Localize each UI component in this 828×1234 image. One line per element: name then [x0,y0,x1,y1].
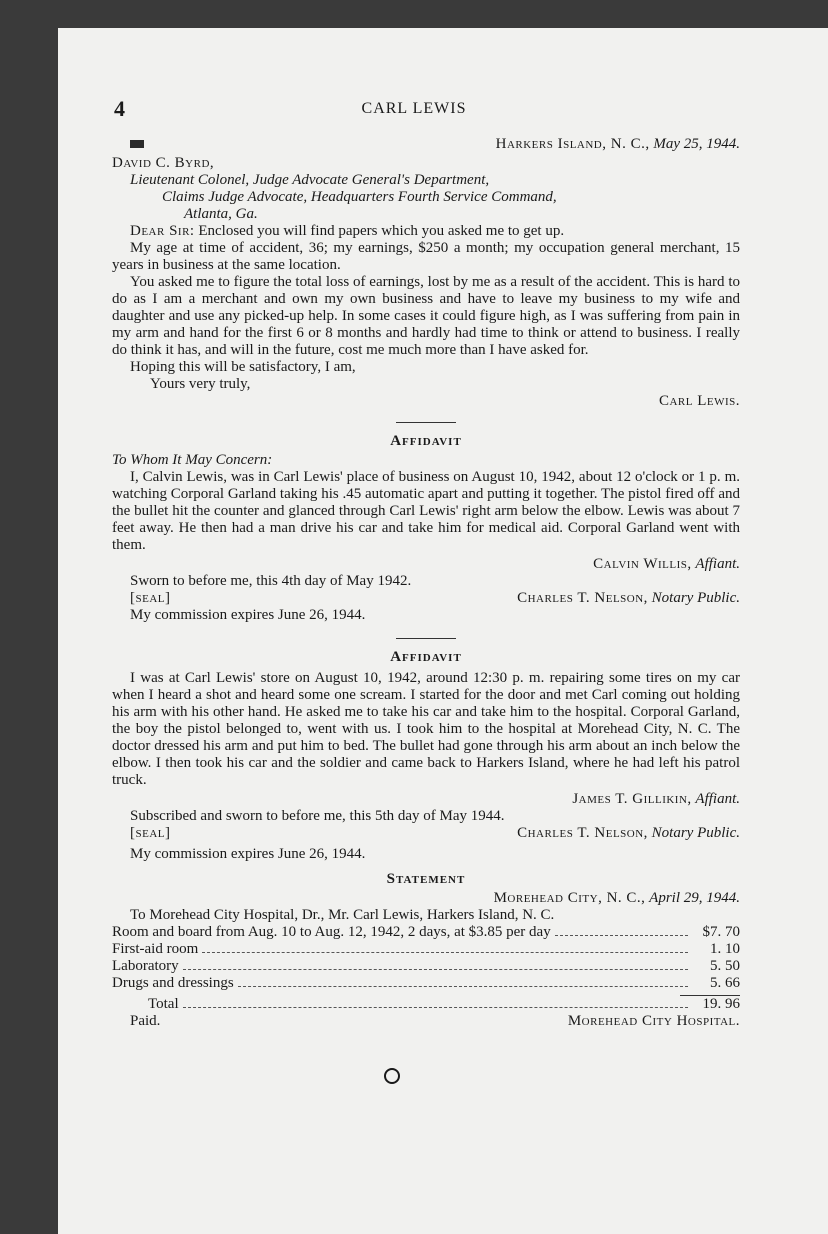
letter-closing-2: Yours very truly, [150,376,251,392]
affidavit-1-sworn: Sworn to before me, this 4th day of May 1942. [130,573,412,589]
affidavit-1-body: I, Calvin Lewis, was in Carl Lewis' place of business on August 10, 1942, about 12 o'clock or 1 p. m. watching Corporal Garland taking his .45 automatic apart and putting it together. The pistol fired off and the bullet hit the counter and glanced through Carl Lewis' right arm below the elbow. Lewis was about 7 feet away. He then had a man drive his car and take him for medical aid. Corporal Garland went with them. [112,469,740,553]
notary-signature: Charles T. Nelson, Notary Public. [517,825,740,841]
affidavit-2-heading: Affidavit [390,649,462,665]
statement-total: Total 19. 96 [148,996,740,1012]
statement-line-item: First-aid room 1. 10 [112,941,740,957]
document-body [112,136,740,1030]
statement-line-item: Drugs and dressings 5. 66 [112,975,740,991]
addressee-title-1: Lieutenant Colonel, Judge Advocate General's Department, [130,172,490,188]
affidavit-2-body: I was at Carl Lewis' store on August 10, 1942, around 12:30 p. m. repairing some tires on my car when I heard a shot and heard some one scream. I started for the door and met Carl coming out holding his arm with his other hand. He asked me to take his car and take him to the hospital. Corporal Garland, the boy the pistol belonged to, went with us. I took him to the hospital at Morehead City, N. C. The doctor dressed his arm and put him to bed. The bullet had gone through his arm about an inch below the elbow. I then took his car and the soldier and came back to Harkers Island, where he had left his patrol truck. [112,670,740,788]
affidavit-1-affiant: Calvin Willis, Affiant. [593,556,740,572]
divider [396,638,456,639]
letter-closing-1: Hoping this will be satisfactory, I am, [130,359,356,375]
affidavit-1-heading: Affidavit [390,433,462,449]
statement-to-line: To Morehead City Hospital, Dr., Mr. Carl Lewis, Harkers Island, N. C. [130,907,555,923]
letter-dateline: Harkers Island, N. C., May 25, 1944. [495,136,740,152]
seal-label: [seal] [130,590,171,606]
statement-line-item: Room and board from Aug. 10 to Aug. 12, 1942, 2 days, at $3.85 per day $7. 70 [112,924,740,940]
statement-signature: Morehead City Hospital. [567,1013,740,1029]
statement-line-item: Laboratory 5. 50 [112,958,740,974]
addressee-title-2: Claims Judge Advocate, Headquarters Fourth Service Command, [162,189,557,205]
statement-heading: Statement [386,871,466,887]
affidavit-2-sworn: Subscribed and sworn to before me, this 5th day of May 1944. [130,808,505,824]
affidavit-2-seal-row [112,825,740,842]
letter-paragraph-3: You asked me to figure the total loss of earnings, lost by me as a result of the accident. This is hard to do as I am a merchant and own my own business and have to leave my business to my wife and daughter and use any picked-up help. In some cases it could figure high, as I was suffering from pain in my arm and hand for the first 6 or 8 months and hardly had time to think or attend to business. I really do think it has, and will in the future, cost me much more than I have asked for. [112,274,740,358]
running-title: CARL LEWIS [361,100,467,117]
affidavit-1-salutation: To Whom It May Concern: [112,452,273,468]
notary-signature: Charles T. Nelson, Notary Public. [517,590,740,606]
statement-paid: Paid. [130,1013,161,1029]
affidavit-1-seal-row [112,590,740,607]
divider [396,422,456,423]
seal-label: [seal] [130,825,171,841]
circle-icon [384,1068,400,1084]
affidavit-2-affiant: James T. Gillikin, Affiant. [572,791,740,807]
letter-paragraph-2: My age at time of accident, 36; my earnings, $250 a month; my occupation general merchant, 15 years in business at the same location. [112,240,740,273]
addressee-city: Atlanta, Ga. [184,206,258,222]
letter-signature: Carl Lewis. [658,393,740,409]
letter-addressee: David C. Byrd, [112,155,215,171]
affidavit-1-commission: My commission expires June 26, 1944. [130,607,366,623]
statement-dateline: Morehead City, N. C., April 29, 1944. [493,890,740,906]
letter-paragraph-1: Dear Sir: Enclosed you will find papers which you asked me to get up. [130,223,565,239]
page-number: 4 [114,96,125,121]
affidavit-2-commission: My commission expires June 26, 1944. [130,846,366,862]
